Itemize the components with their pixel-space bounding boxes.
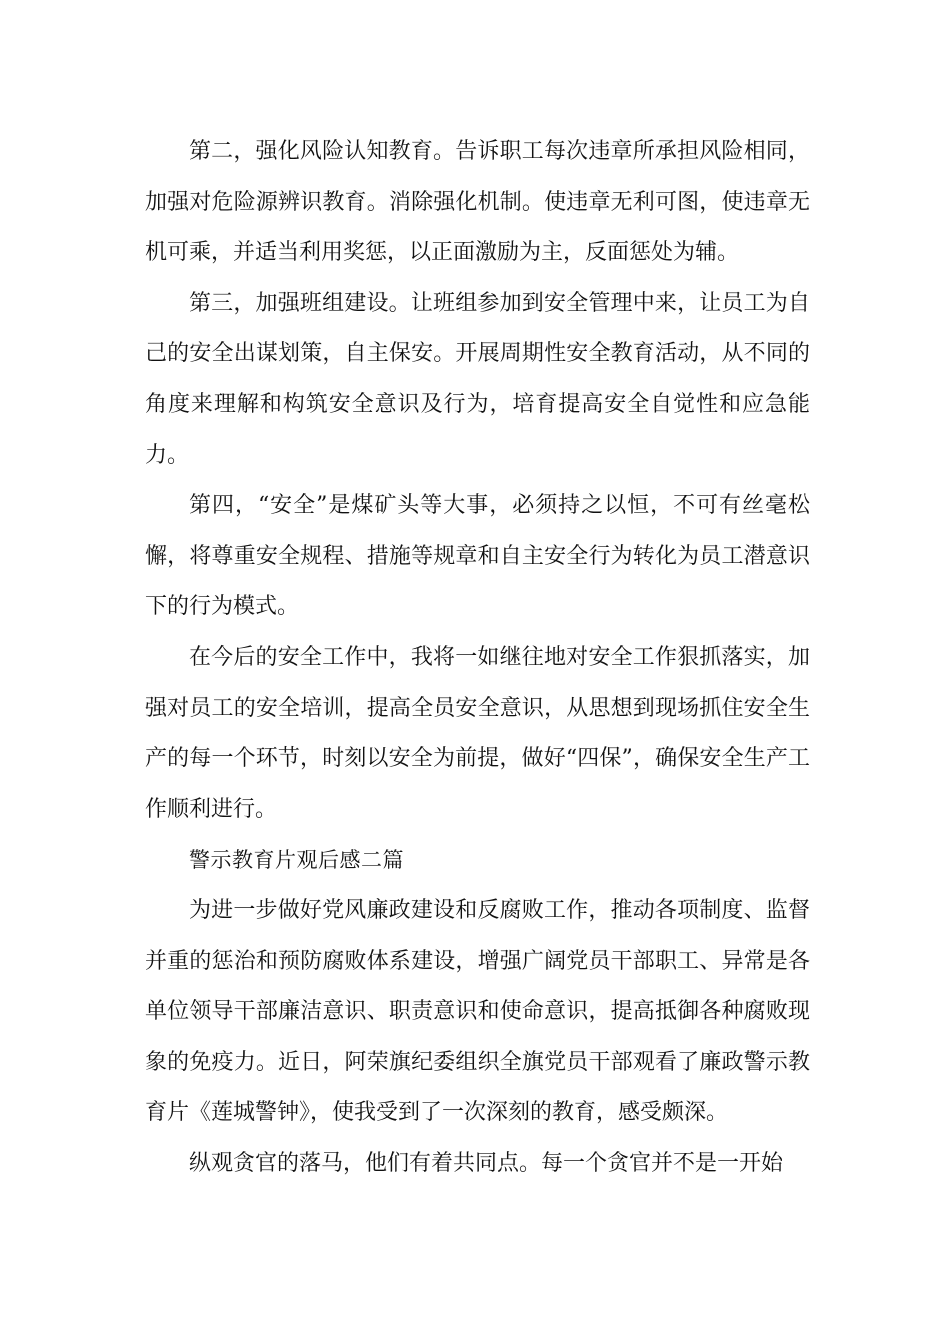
paragraph-2: 第二，强化风险认知教育。告诉职工每次违章所承担风险相同，加强对危险源辨识教育。消除强化机制。使违章无利可图，使违章无机可乘，并适当利用奖惩，以正面激励为主，反面惩处为辅。 (145, 139, 810, 266)
section-paragraph-1: 为进一步做好党风廉政建设和反腐败工作，推动各项制度、监督并重的惩治和预防腐败体系建设，增强广阔党员干部职工、异常是各单位领导干部廉洁意识、职责意识和使命意识，提高抵御各种腐败现象的免疫力。近日，阿荣旗纪委组织全旗党员干部观看了廉政警示教育片《莲城警钟》，使我受到了一次深刻的教育，感受颇深。 (145, 897, 810, 1126)
section-heading: 警示教育片观后感二篇 (189, 848, 404, 873)
section-paragraph-2: 纵观贪官的落马，他们有着共同点。每一个贪官并不是一开始 (189, 1150, 784, 1176)
document-body (145, 127, 810, 1189)
paragraph-conclusion: 在今后的安全工作中，我将一如继往地对安全工作狠抓落实，加强对员工的安全培训，提高全员安全意识，从思想到现场抓住安全生产的每一个环节，时刻以安全为前提，做好“四保”，确保安全生产工作顺利进行。 (145, 644, 810, 822)
paragraph-3: 第三，加强班组建设。让班组参加到安全管理中来，让员工为自己的安全出谋划策，自主保安。开展周期性安全教育活动，从不同的角度来理解和构筑安全意识及行为，培育提高安全自觉性和应急能力。 (145, 290, 810, 468)
paragraph-4: 第四，“安全”是煤矿头等大事，必须持之以恒，不可有丝毫松懈，将尊重安全规程、措施等规章和自主安全行为转化为员工潜意识下的行为模式。 (145, 493, 810, 620)
